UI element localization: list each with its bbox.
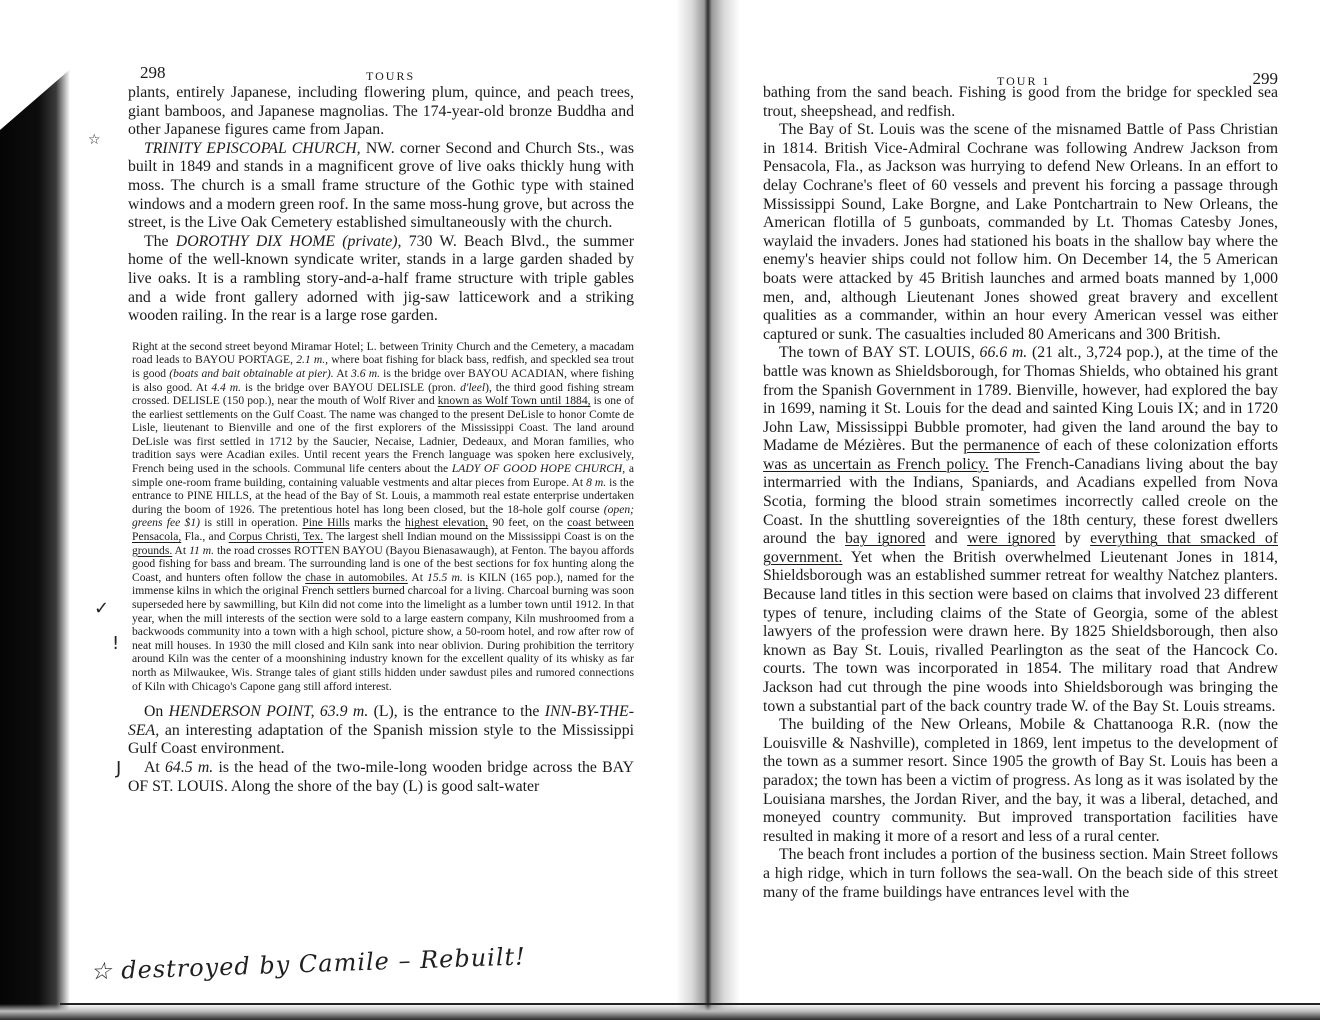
side-text: Fla., and (181, 530, 229, 544)
trinity-church-text: NW. corner Second and Church Sts., was built in 1849 and stands in a magnificent grove of live oaks thickly hung with moss. The church is a small frame structure of the Gothic type with stained windows and a modern green roof. In the same moss-hung grove, but across the street, is the Live Oak Cemetery established simultaneously with the church. (128, 139, 634, 232)
side-text: is the bridge over BAYOU ACADIAN, where fishing is also good. At (132, 366, 634, 394)
henderson-point-name: HENDERSON POINT, 63.9 m. (168, 703, 369, 721)
side-text: where boat fishing for black bass, redfish, and speckled sea trout is good (132, 353, 635, 380)
side-underlined: Pine Hills (302, 516, 350, 530)
bridge-paragraph (128, 759, 634, 796)
side-text: is the entrance to PINE HILLS, at the head of the Bay of St. Louis, a mammoth real estate enterprise undertaken during the boom of 1926. The pretentious hotel has long been closed, but the 18-hole golf course (132, 475, 635, 516)
right-running-head (763, 62, 1278, 88)
side-text: is KILN (165 pop.), named for the immense kilns in which the original French settlers burned charcoal for a living. Charcoal burning was soon superseded here by sawmilling, but Kiln did not come into the limelight as a lumber town until 1912. In that year, when the mill interests of the section were sold to a large eastern company, Kiln mushroomed from a backwoods community into a town with a high school, picture show, a 50-room hotel, and row after row of neat mill houses. In 1930 the mill closed and Kiln sank into near oblivion. During prohibition the territory around Kiln was the center of a moonshining industry known for the excellent quality of its whisky as far north as Milwaukee, Wis. Strange tales of giant stills hidden under sawdust piles and rumored connections of Kiln with Chicago's Capone gang still afford interest. (132, 570, 634, 693)
bridge-text: is the head of the two-mile-long wooden bridge across the BAY OF ST. LOUIS. Along the shore of the bay (L) is good salt-water (128, 758, 635, 795)
side-text: ), the third good fishing stream crossed. DELISLE (150 pop.), near the mouth of Wolf River and (132, 380, 635, 408)
side-underlined: known as Wolf Town until 1884, (437, 394, 591, 408)
side-text: At (407, 570, 428, 584)
right-running-title: TOUR 1 (997, 74, 1051, 88)
side-underlined: chase in automobiles. (305, 570, 408, 584)
handwritten-note: ☆ destroyed by Camile – Rebuilt! (89, 942, 527, 986)
dorothy-dix-paragraph (128, 233, 634, 326)
town-underlined: bay ignored (844, 530, 926, 548)
side-italic: 8 m. (586, 475, 607, 489)
scan-shadow-bottom (0, 1004, 1320, 1020)
left-page (128, 62, 634, 796)
bay-st-louis-paragraph (763, 344, 1278, 716)
town-text: The French-Canadians living about the bay intermarried with the Indians, Spaniards, and Acadians expelled from Nova Scotia, forming the blood strain sometimes incorrectly called creole on the Coast. In the shuttling sovereignties of the 18th century, these forest dwellers around the (763, 455, 1278, 548)
beach-front-paragraph: The beach front includes a portion of the business section. Main Street follows a high ridge, which in turn follows the sea-wall. On the beach side of this street many of the frame buildings have entrances level with the (763, 846, 1278, 901)
town-mileage: 66.6 m. (979, 344, 1028, 362)
side-text: is the bridge over BAYOU DELISLE (pron. (241, 380, 461, 394)
dix-lead: The (144, 232, 176, 250)
side-italic: 11 m. (189, 543, 215, 557)
dix-home-text: 730 W. Beach Blvd., the summer home of the well-known syndicate writer, stands in a large garden shaded by live oaks. It is a rambling story-and-a-half frame structure with triple gables and a wide front gallery adorned with jig-saw latticework and a striking wooden railing. In the rear is a large rose garden. (128, 232, 635, 325)
side-text: 90 feet, on the (488, 516, 568, 530)
town-text: (21 alt., 3,724 pop.), at the time of the battle was known as Shieldsborough, for Thomas Shields, who obtained his grant from the Spanish Government in 1789. Bienville, however, had explored the bay in 1699, naming it St. Louis for the dead and sainted King Louis IX; and in 1720 John Law, Mississippi Bubble promoter, had given the land around the bay to Madame de Mézières. But the (763, 344, 1279, 455)
left-body-lower (128, 703, 634, 796)
beach-fishing-paragraph: bathing from the sand beach. Fishing is good from the bridge for speckled sea trout, sheepshead, and redfish. (763, 84, 1278, 120)
trinity-church-paragraph (128, 140, 634, 233)
side-text: is still in operation. (200, 516, 303, 530)
side-text: marks the (349, 516, 406, 530)
margin-bracket-mark: J (116, 758, 122, 779)
side-underlined: coast between Pensacola, (132, 516, 634, 544)
town-text: and (925, 530, 968, 548)
left-body-upper (128, 84, 634, 326)
bridge-lead: At (144, 758, 166, 776)
side-text: a simple one-room frame building, containing valuable vestments and altar pieces from Europe. At (132, 462, 634, 489)
scan-shadow-left (0, 0, 70, 1020)
side-italic: 2.1 m., (296, 353, 329, 367)
left-page-number: 298 (140, 63, 166, 82)
side-text: Right at the second street beyond Miramar Hotel; L. between Trinity Church and the Cemetery, a macadam road leads to BAYOU PORTAGE, (132, 339, 634, 367)
town-underlined: was as uncertain as French policy. (763, 455, 989, 473)
right-page-number: 299 (1252, 69, 1278, 88)
left-running-head (128, 62, 634, 84)
town-underlined: were ignored (967, 530, 1056, 548)
page-bottom-edge-line (60, 1003, 1320, 1005)
side-italic: d'leel (460, 380, 486, 394)
side-tour-paragraph (132, 340, 634, 693)
side-italic: LADY OF GOOD HOPE CHURCH, (451, 462, 626, 476)
town-lead: The town of BAY ST. LOUIS, (779, 344, 980, 362)
star-mark-icon: ☆ (88, 132, 101, 148)
side-italic: (boats and bait obtainable at pier). (169, 366, 334, 380)
town-text: by (1055, 530, 1091, 548)
side-text: The largest shell Indian mound on the Mississippi Coast is on the (323, 530, 634, 544)
left-running-title: TOURS (366, 69, 416, 83)
side-underlined: Corpus Christi, Tex. (228, 530, 324, 544)
side-italic: 3.6 m. (351, 366, 380, 380)
right-page (763, 62, 1278, 902)
town-text: of each of these colonization efforts (1039, 437, 1278, 455)
right-body (763, 84, 1278, 902)
book-gutter (676, 0, 740, 1020)
town-text: Yet when the British overwhelmed Lieutenant Jones in 1814, Shieldsborough was an established summer retreat for wealthy Natchez planters. Because land titles in this section were based on claims that involved 23 different types of tenure, including claims of the State of Georgia, some of the ablest lawyers of the profession were drawn here. By 1825 Shieldsborough, then also known as Bay St. Louis, rivalled Pearlington as the seat of the Hancock Co. courts. The town was incorporated in 1854. The military road that Andrew Jackson had cut through the pine woods into Shieldsborough was bringing the town a substantial part of the back country trade W. of the Bay St. Louis streams. (763, 548, 1278, 715)
henderson-text: an interesting adaptation of the Spanish mission style to the Mississippi Gulf Coast environment. (128, 721, 634, 758)
side-underlined: highest elevation, (405, 516, 489, 530)
henderson-point-paragraph (128, 703, 634, 759)
side-italic: 4.4 m. (211, 380, 242, 394)
trinity-church-name: TRINITY EPISCOPAL CHURCH, (144, 139, 361, 157)
railroad-paragraph: The building of the New Orleans, Mobile & Chattanooga R.R. (now the Louisville & Nashville), completed in 1869, lent impetus to the development of the town as a summer resort. Since 1905 the growth of Bay St. Louis has been a paradox; the town has been a victim of progress. As long as it was isolated by the Louisiana marshes, the Jordan River, and the bay, it was a liberal, detached, and moneyed country community. But improved transportation facilities have resulted in making it more of a resort and less of a rural center. (763, 716, 1278, 845)
henderson-mid: (L), is the entrance to the (368, 703, 545, 721)
side-italic: 15.5 m. (427, 570, 463, 584)
town-underlined: permanence (963, 437, 1040, 455)
bridge-mileage: 64.5 m. (165, 758, 214, 776)
check-mark-icon: ✓ (94, 598, 110, 619)
exclamation-mark-icon: ! (112, 633, 120, 654)
inn-by-the-sea-name: INN-BY-THE-SEA, (128, 703, 634, 739)
side-italic: (open; greens fee $1) (132, 502, 634, 530)
battle-paragraph: The Bay of St. Louis was the scene of the misnamed Battle of Pass Christian in 1814. British Vice-Admiral Cochrane was following Andrew Jackson from Pensacola, Fla., as Jackson was hurrying to defend New Orleans. In an effort to delay Cochrane's fleet of 60 vessels and prevent his forcing a passage through Mississippi Sound, Lake Borgne, and Lake Pontchartrain to New Orleans, the American flotilla of 5 gunboats, commanded by Lt. Thomas Catesby Jones, waylaid the invaders. Jones had stationed his boats in the shallow bay where the enemy's heavier ships could not follow him. On December 14, the 5 American boats were attacked by 45 British launches and armed boats manned by 1,000 men, and, although Lieutenant Jones showed great bravery and excellent qualities as a commander, within an hour every American vessel was either captured or sunk. The casualties included 80 Americans and 300 British. (763, 121, 1278, 343)
side-underlined: grounds. (132, 543, 173, 557)
side-text: At (172, 543, 190, 557)
side-text: At (333, 366, 352, 380)
henderson-lead: On (144, 703, 169, 721)
side-text: the road crosses ROTTEN BAYOU (Bayou Bienasawaugh), at Fenton. The bayou affords good fishing for bass and bream. The surrounding land is one of the best sections for fox hunting along the Coast, and hunters often follow the (132, 543, 634, 584)
dix-home-name: DOROTHY DIX HOME (private), (175, 232, 402, 250)
japanese-garden-paragraph: plants, entirely Japanese, including flowering plum, quince, and peach trees, giant bamboos, and Japanese magnolias. The 174-year-old bronze Buddha and other Japanese figures came from Japan. (128, 84, 634, 139)
side-tour-block (132, 340, 634, 693)
town-underlined: everything that smacked of government. (763, 530, 1278, 566)
side-text: is one of the earliest settlements on the Gulf Coast. The name was changed to the present DeLisle to honor Comte de Lisle, lieutenant to Bienville and one of the first explorers of the Mississippi Coast. The land around DeLisle was first settled in 1712 by the Saucier, Necaise, Ladnier, Dedeaux, and Moran families, who tradition says were Acadian exiles. Until recent years the French language was spoken here exclusively, French being used in the schools. Communal life centers about the (132, 394, 634, 476)
